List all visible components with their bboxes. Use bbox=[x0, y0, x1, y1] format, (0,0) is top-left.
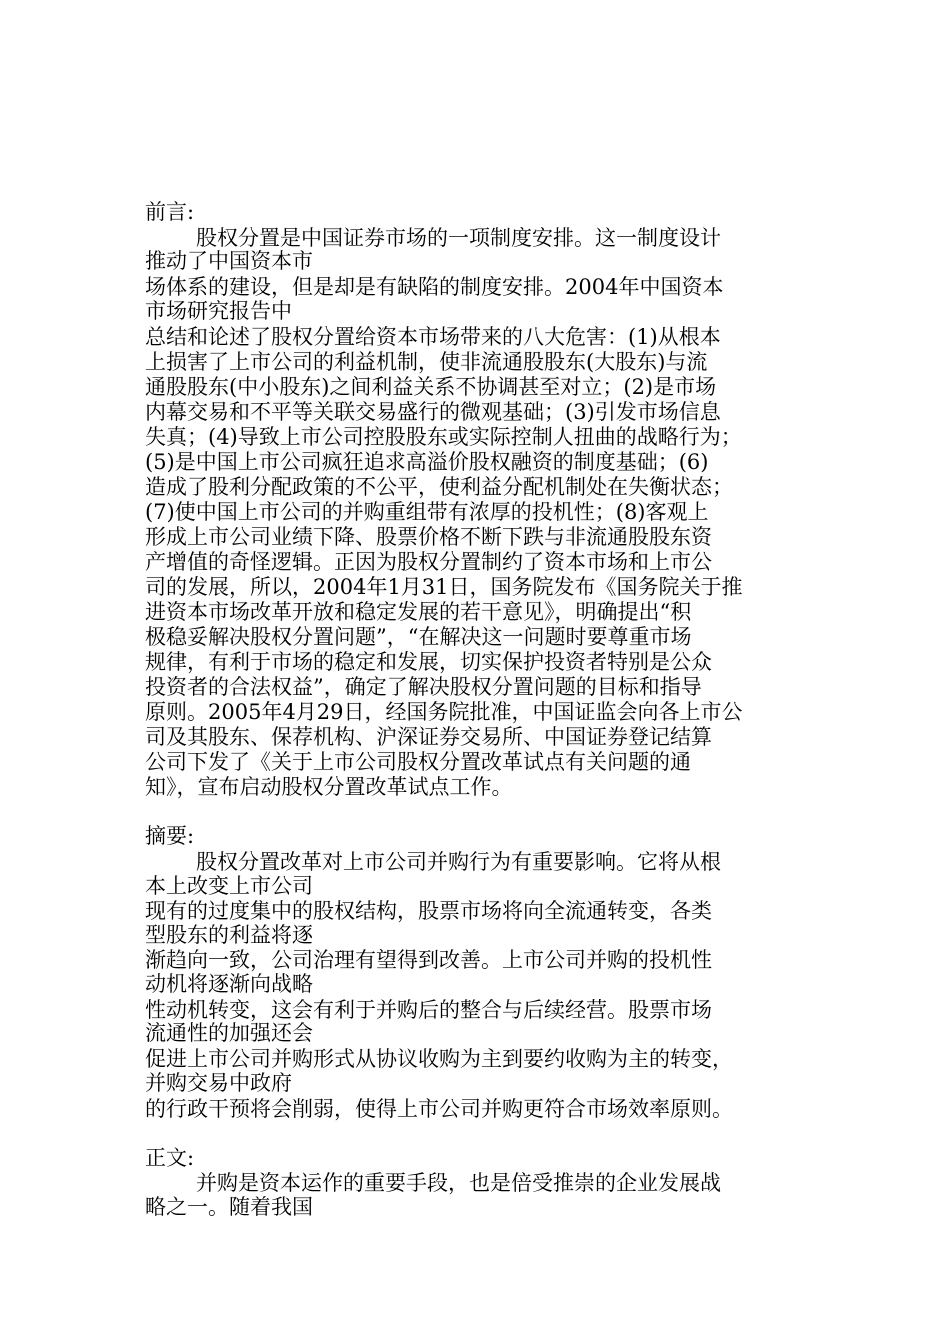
text-line: 极稳妥解决股权分置问题”，“在解决这一问题时要尊重市场 bbox=[145, 625, 692, 649]
text-line: 促进上市公司并购形式从协议收购为主到要约收购为主的转变， bbox=[145, 1047, 733, 1071]
text-line: 规律，有利于市场的稳定和发展，切实保护投资者特别是公众 bbox=[145, 650, 712, 674]
text-line: 上损害了上市公司的利益机制，使非流通股股东(大股东)与流 bbox=[145, 350, 708, 374]
text-line: 流通性的加强还会 bbox=[145, 1021, 313, 1045]
text-line: 本上改变上市公司 bbox=[145, 874, 313, 898]
text-line: 型股东的利益将逐 bbox=[145, 923, 313, 947]
text-line: 内幕交易和不平等关联交易盛行的微观基础；(3)引发市场信息 bbox=[145, 400, 721, 424]
text-line: 并购交易中政府 bbox=[145, 1071, 292, 1095]
text-line: (7)使中国上市公司的并购重组带有浓厚的投机性；(8)客观上 bbox=[145, 500, 709, 524]
section-heading-preface: 前言: bbox=[145, 200, 195, 224]
text-line: 股权分置是中国证券市场的一项制度安排。这一制度设计 bbox=[196, 226, 721, 250]
section-heading-abstract: 摘要: bbox=[145, 824, 195, 848]
text-line: 失真；(4)导致上市公司控股股东或实际控制人扭曲的战略行为； bbox=[145, 425, 742, 449]
text-line: 造成了股利分配政策的不公平，使利益分配机制处在失衡状态； bbox=[145, 475, 733, 499]
text-line: 略之一。随着我国 bbox=[145, 1195, 313, 1219]
text-line: 场体系的建设，但是却是有缺陷的制度安排。2004年中国资本 bbox=[145, 275, 724, 299]
text-line: (5)是中国上市公司疯狂追求高溢价股权融资的制度基础；(6) bbox=[145, 450, 709, 474]
text-line: 公司下发了《关于上市公司股权分置改革试点有关问题的通 bbox=[145, 750, 691, 774]
text-line: 司及其股东、保荐机构、沪深证券交易所、中国证券登记结算 bbox=[145, 725, 712, 749]
text-line: 总结和论述了股权分置给资本市场带来的八大危害：(1)从根本 bbox=[145, 325, 721, 349]
text-line: 司的发展，所以，2004年1月31日，国务院发布《国务院关于推 bbox=[145, 575, 743, 599]
section-heading-body: 正文: bbox=[145, 1146, 195, 1170]
text-line: 形成上市公司业绩下降、股票价格不断下跌与非流通股股东资 bbox=[145, 525, 712, 549]
text-line: 推动了中国资本市 bbox=[145, 249, 313, 273]
text-line: 现有的过度集中的股权结构，股票市场将向全流通转变，各类 bbox=[145, 899, 712, 923]
text-line: 并购是资本运作的重要手段，也是倍受推崇的企业发展战 bbox=[196, 1171, 721, 1195]
text-line: 原则。2005年4月29日，经国务院批准，中国证监会向各上市公 bbox=[145, 700, 743, 724]
text-line: 通股股东(中小股东)之间利益关系不协调甚至对立；(2)是市场 bbox=[145, 375, 717, 399]
text-line: 的行政干预将会削弱，使得上市公司并购更符合市场效率原则。 bbox=[145, 1097, 733, 1121]
text-line: 知》，宣布启动股权分置改革试点工作。 bbox=[145, 775, 513, 799]
text-line: 进资本市场改革开放和稳定发展的若干意见》，明确提出“积 bbox=[145, 600, 692, 624]
text-line: 投资者的合法权益”，确定了解决股权分置问题的目标和指导 bbox=[145, 675, 702, 699]
text-line: 产增值的奇怪逻辑。正因为股权分置制约了资本市场和上市公 bbox=[145, 550, 712, 574]
text-line: 股权分置改革对上市公司并购行为有重要影响。它将从根 bbox=[196, 850, 721, 874]
text-line: 市场研究报告中 bbox=[145, 299, 292, 323]
text-line: 渐趋向一致，公司治理有望得到改善。上市公司并购的投机性 bbox=[145, 948, 712, 972]
text-line: 性动机转变，这会有利于并购后的整合与后续经营。股票市场 bbox=[145, 998, 712, 1022]
text-line: 动机将逐渐向战略 bbox=[145, 972, 313, 996]
